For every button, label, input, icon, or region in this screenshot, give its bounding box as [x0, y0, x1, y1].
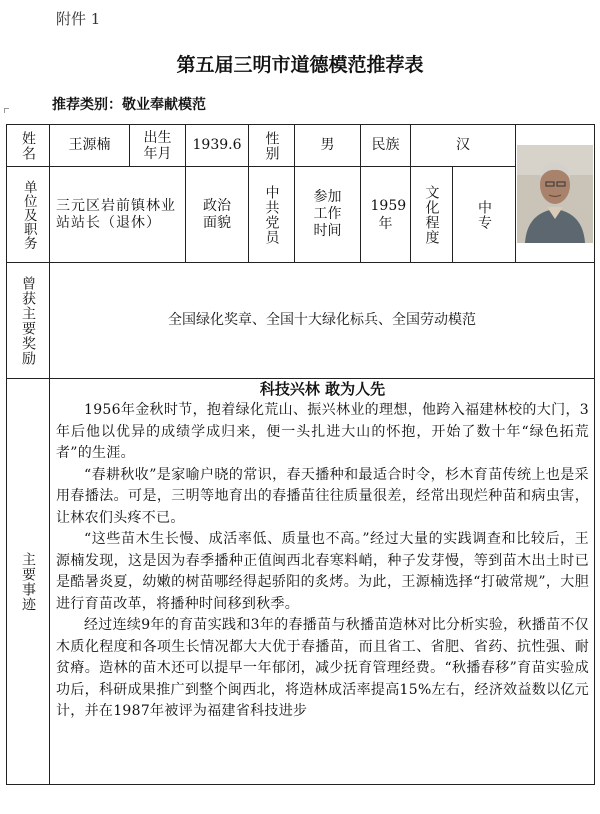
gender-value: 男 — [295, 125, 361, 167]
ethnicity-label: 民族 — [361, 125, 411, 167]
name-value: 王源楠 — [50, 125, 130, 167]
ethnicity-value: 汉 — [411, 125, 516, 167]
gender-label-cell: 性别 — [249, 125, 295, 167]
portrait-photo-cell — [516, 125, 595, 263]
deeds-content — [50, 379, 595, 785]
story-paragraph: 经过连续9年的育苗实践和3年的春播苗与秋播苗造林对比分析实验，秋播苗不仅木质化程度和各项生长情况都大大优于春播苗，而且省工、省肥、省药、抗性强、耐贫瘠。造林的苗木还可以提早一年郁闭，减少抚育管理经费。“秋播春移”育苗实验成功后，科研成果推广到整个闽西北，将造林成活率提高15%左右，经济效益数以亿元计，并在1987年被评为福建省科技进步 — [56, 617, 589, 719]
deeds-label-cell: 主要事迹 — [7, 379, 50, 785]
work-label-cell: 参加工作时间 — [295, 167, 361, 263]
story-title: 科技兴林 敢为人先 — [259, 380, 386, 398]
education-label-cell: 文化程度 — [411, 167, 453, 263]
recommendation-form-table — [6, 124, 595, 785]
politics-label-cell: 政治面貌 — [186, 167, 249, 263]
row-awards — [7, 263, 595, 379]
margin-mark — [4, 108, 9, 113]
awards-label-cell: 曾获主要奖励 — [7, 263, 50, 379]
birth-value: 1939.6 — [186, 125, 249, 167]
work-value-cell: 1959年 — [361, 167, 411, 263]
recommend-category: 推荐类别：敬业奉献模范 — [52, 97, 206, 113]
portrait-photo — [517, 145, 593, 243]
name-label-cell: 姓名 — [7, 125, 50, 167]
row-main-deeds — [7, 379, 595, 785]
education-value-cell: 中专 — [453, 167, 516, 263]
form-title: 第五届三明市道德模范推荐表 — [176, 54, 424, 76]
politics-value-cell: 中共党员 — [249, 167, 295, 263]
story-paragraph: 1956年金秋时节，抱着绿化荒山、振兴林业的理想，他跨入福建林校的大门，3年后他以优异的成绩学成归来，便一头扎进大山的怀抱，开始了数十年“绿色拓荒者”的生涯。 — [56, 402, 589, 461]
row-unit-info — [7, 167, 595, 263]
unit-label-cell: 单位及职务 — [7, 167, 50, 263]
birth-label-cell: 出生年月 — [130, 125, 186, 167]
awards-value: 全国绿化奖章、全国十大绿化标兵、全国劳动模范 — [50, 263, 595, 379]
story-paragraph: “这些苗木生长慢、成活率低、质量也不高。”经过大量的实践调查和比较后，王源楠发现，这是因为春季播种正值闽西北春寒料峭，种子发芽慢，等到苗木出土时已是酷暑炎夏，幼嫩的树苗哪经得起骄阳的炙烤。为此，王源楠选择“打破常规”，大胆进行育苗改革，将播种时间移到秋季。 — [56, 531, 589, 612]
portrait-image — [517, 145, 593, 243]
attachment-label: 附件 1 — [56, 10, 101, 28]
story-paragraph: “春耕秋收”是家喻户晓的常识，春天播种和最适合时令，杉木育苗传统上也是采用春播法。可是，三明等地育出的春播苗往往质量很差，经常出现烂种苗和病虫害，让林农们头疼不已。 — [56, 466, 589, 526]
unit-value-cell: 三元区岩前镇林业站站长（退休） — [50, 167, 186, 263]
row-basic-info — [7, 125, 595, 167]
